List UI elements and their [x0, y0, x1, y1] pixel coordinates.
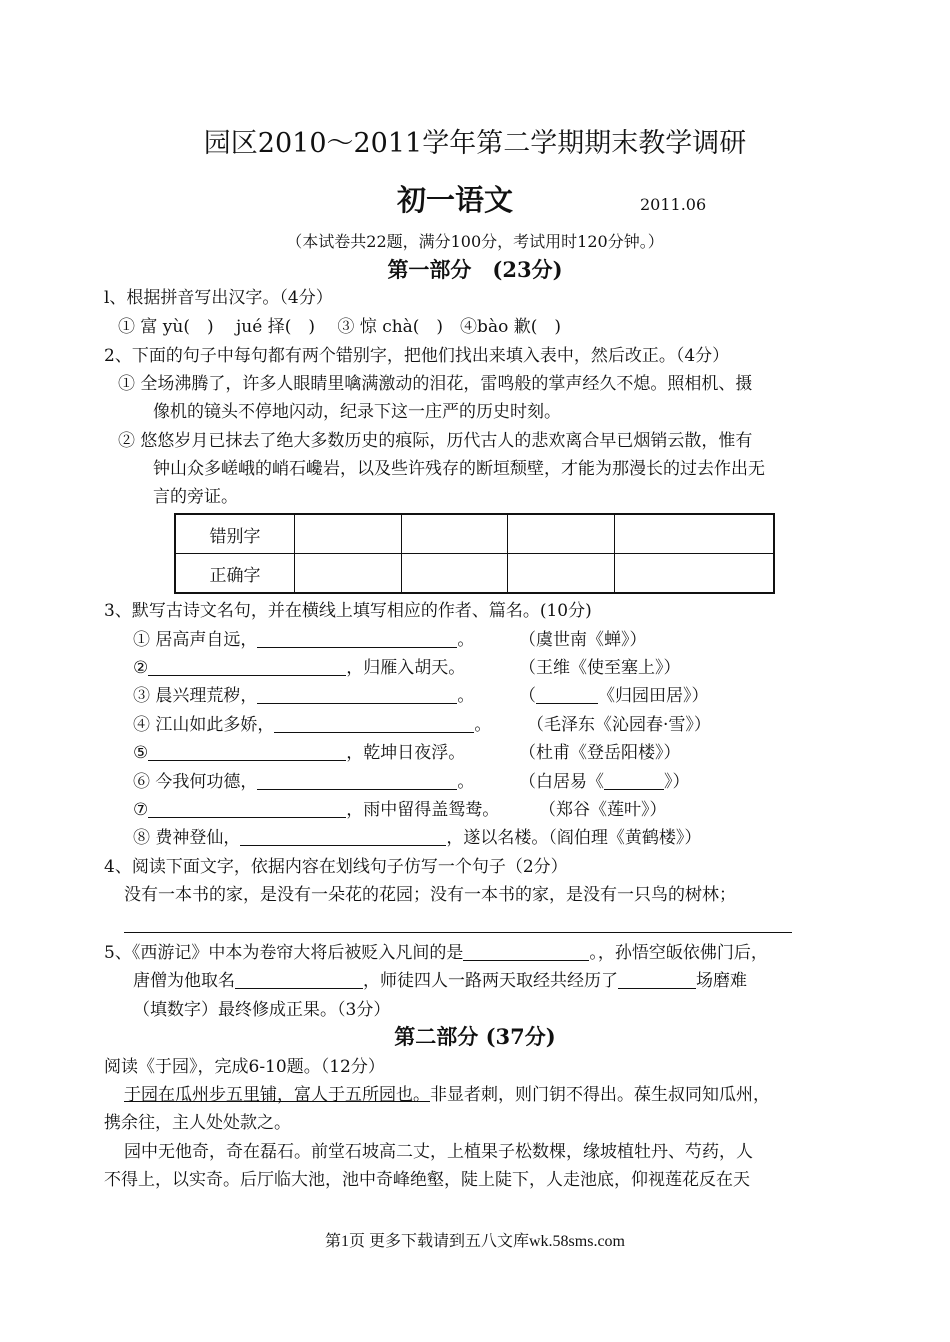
row-label-correct: 正确字	[175, 554, 295, 594]
answer-blank[interactable]	[148, 657, 346, 676]
q3-line-8: ⑧ 费神登仙， ，遂以名楼。（阎伯理《黄鹤楼》）	[133, 828, 702, 848]
q5-line-3: （填数字）最终修成正果。（3分）	[133, 1000, 391, 1020]
answer-cell[interactable]	[614, 554, 774, 594]
q2-sentence2-line2: 钟山众多嵯峨的峭石巉岩，以及些许残存的断垣颓壁，才能为那漫长的过去作出无	[153, 459, 765, 479]
q2-stem: 2、下面的句子中每句都有两个错别字，把他们找出来填入表中，然后改正。（4分）	[104, 346, 730, 366]
q5-line-2: 唐僧为他取名 ，师徒四人一路两天取经共经历了 场磨难	[133, 971, 747, 991]
q2-sentence2-line3: 言的旁证。	[153, 487, 238, 507]
q2-sentence1-line1: ① 全场沸腾了，许多人眼睛里噙满激动的泪花，雷鸣般的掌声经久不熄。照相机、摄	[118, 374, 753, 394]
answer-cell[interactable]	[508, 554, 615, 594]
answer-blank[interactable]	[274, 714, 474, 733]
row-label-wrong: 错别字	[175, 514, 295, 554]
answer-blank[interactable]	[463, 942, 589, 961]
q3-source-4: （毛泽东《沁园春·雪》）	[527, 715, 711, 735]
passage-p1-line1: 于园在瓜州步五里铺，富人于五所园也。非显者刺，则门钥不得出。葆生叔同知瓜州，	[124, 1085, 770, 1105]
exam-note: （本试卷共22题，满分100分，考试用时120分钟。）	[286, 232, 664, 251]
answer-blank[interactable]	[257, 629, 457, 648]
answer-blank[interactable]	[257, 771, 457, 790]
q3-line-2: ② ，归雁入胡天。	[133, 658, 466, 678]
q2-sentence2-line1: ② 悠悠岁月已抹去了绝大多数历史的痕际，历代古人的悲欢离合早已烟销云散，惟有	[118, 431, 753, 451]
subject-title: 初一语文	[397, 183, 514, 217]
passage-p2-line1: 园中无他奇，奇在磊石。前堂石坡高二丈，上植果子松数棵，缘坡植牡丹、芍药，人	[124, 1142, 753, 1162]
answer-blank[interactable]	[536, 685, 598, 704]
q1-stem: l、根据拼音写出汉字。（4分）	[104, 288, 333, 308]
underlined-sentence: 于园在瓜州步五里铺，富人于五所园也。	[124, 1085, 430, 1105]
answer-blank[interactable]	[257, 685, 457, 704]
q4-stem: 4、阅读下面文字，依据内容在划线句子仿写一个句子（2分）	[104, 857, 568, 877]
answer-cell[interactable]	[295, 514, 402, 554]
q3-line-4: ④ 江山如此多娇， 。	[133, 715, 492, 735]
part2-heading: 第二部分 (37分)	[394, 1024, 556, 1049]
passage-p2-line2: 不得上，以实奇。后厅临大池，池中奇峰绝壑，陡上陡下，人走池底，仰视莲花反在天	[104, 1170, 750, 1190]
answer-blank[interactable]	[604, 771, 664, 790]
q3-line-1: ① 居高声自远， 。	[133, 630, 475, 650]
q3-line-6: ⑥ 今我何功德， 。	[133, 772, 475, 792]
correction-table	[174, 513, 775, 594]
q3-line-5: ⑤ ，乾坤日夜浮。	[133, 743, 466, 763]
answer-blank[interactable]	[148, 799, 346, 818]
answer-cell[interactable]	[508, 514, 615, 554]
q3-stem: 3、默写古诗文名句，并在横线上填写相应的作者、篇名。(10分)	[104, 601, 592, 621]
answer-blank[interactable]	[240, 827, 446, 846]
q5-line-1: 5、《西游记》中本为卷帘大将后被贬入凡间的是 。，孙悟空皈依佛门后，	[104, 943, 768, 963]
q3-line-3: ③ 晨兴理荒秽， 。	[133, 686, 475, 706]
answer-cell[interactable]	[614, 514, 774, 554]
q3-source-1: （虞世南《蝉》）	[519, 630, 647, 650]
q4-text: 没有一本书的家，是没有一朵花的花园；没有一本书的家，是没有一只鸟的树林；	[124, 885, 736, 905]
exam-title: 园区2010～2011学年第二学期期末教学调研	[203, 128, 747, 159]
q3-source-2: （王维《使至塞上》）	[519, 658, 681, 678]
q3-line-7: ⑦ ，雨中留得盖鸳鸯。	[133, 800, 500, 820]
q3-source-6: （白居易《 》）	[519, 772, 690, 792]
answer-blank[interactable]	[618, 970, 696, 989]
q3-source-5: （杜甫《登岳阳楼》）	[519, 743, 681, 763]
q3-source-7: （郑谷《莲叶》）	[539, 800, 667, 820]
passage-p1-line2: 携余往，主人处处款之。	[104, 1113, 291, 1133]
answer-blank[interactable]	[235, 970, 363, 989]
q1-items: ① 富 yù( ) jué 择( ) ③ 惊 chà( ) ④bào 歉( )	[118, 317, 561, 337]
answer-cell[interactable]	[401, 554, 508, 594]
part2-intro: 阅读《于园》，完成6-10题。（12分）	[104, 1057, 385, 1077]
exam-date: 2011.06	[640, 195, 707, 214]
q4-answer-line[interactable]	[124, 932, 792, 933]
part1-heading: 第一部分 (23分)	[387, 257, 563, 282]
q3-source-3: （ 《归园田居》）	[519, 686, 709, 706]
answer-blank[interactable]	[148, 742, 346, 761]
answer-cell[interactable]	[295, 554, 402, 594]
q2-sentence1-line2: 像机的镜头不停地闪动，纪录下这一庄严的历史时刻。	[153, 402, 561, 422]
answer-cell[interactable]	[401, 514, 508, 554]
page-footer: 第1页 更多下载请到五八文库wk.58sms.com	[324, 1233, 625, 1250]
